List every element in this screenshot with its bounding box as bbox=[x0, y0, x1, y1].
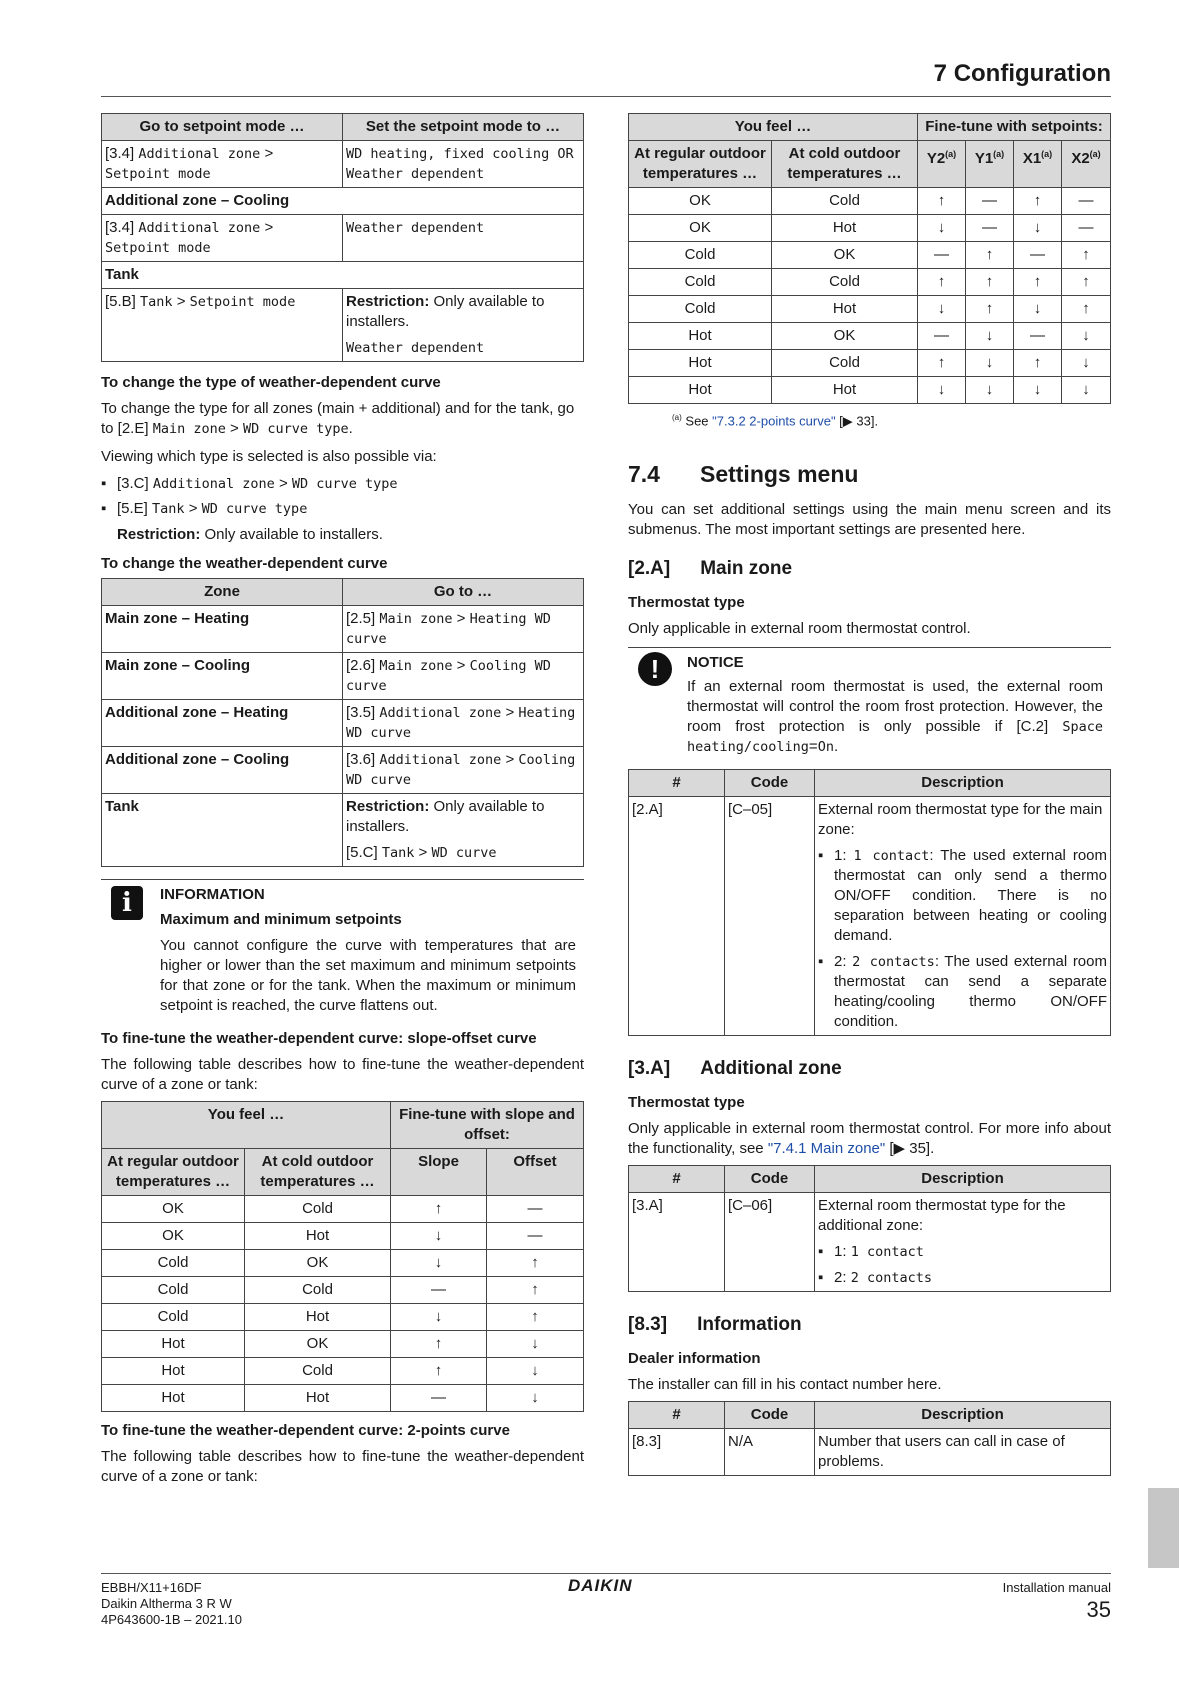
table-cell: — bbox=[966, 188, 1014, 215]
paragraph: To change the type for all zones (main + additional) and for the tank, go to [2.E] Main zone > WD curve type. bbox=[101, 400, 575, 437]
table-cell: Cold bbox=[629, 269, 772, 296]
table-cell: ↑ bbox=[966, 242, 1014, 269]
table-cell: ↓ bbox=[966, 350, 1014, 377]
table-cell: ↓ bbox=[918, 215, 966, 242]
col-header: Code bbox=[725, 1166, 815, 1193]
table-cell: Cold bbox=[772, 350, 918, 377]
exclamation-icon: ! bbox=[638, 652, 672, 686]
table-cell: Restriction: Only available to installers. Weather dependent bbox=[343, 289, 584, 362]
footnote: $^{(a)}$ See "7.3.2 2-points curve" [▶ 33]. bbox=[672, 413, 879, 429]
col-header: # bbox=[629, 770, 725, 797]
table-cell: ↑ bbox=[966, 296, 1014, 323]
table-cell: ↑ bbox=[918, 269, 966, 296]
table-cell: ↓ bbox=[918, 296, 966, 323]
table-cell: — bbox=[391, 1385, 487, 1412]
col-header: Code bbox=[725, 770, 815, 797]
col-header: Set the setpoint mode to … bbox=[343, 114, 584, 141]
restriction-note: Restriction: Only available to installers. bbox=[117, 526, 383, 543]
table-cell: OK bbox=[772, 323, 918, 350]
table-cell: Hot bbox=[245, 1304, 391, 1331]
table-cell: OK bbox=[629, 215, 772, 242]
section-heading: To fine-tune the weather-dependent curve: slope-offset curve bbox=[101, 1030, 537, 1047]
information-table bbox=[628, 1401, 1111, 1476]
table-cell: ↑ bbox=[487, 1277, 584, 1304]
chapter-title: 7 Configuration bbox=[933, 60, 1111, 87]
table-cell: ↑ bbox=[1014, 188, 1062, 215]
table-cell: Hot bbox=[102, 1358, 245, 1385]
header-rule bbox=[101, 96, 1111, 97]
table-row bbox=[629, 323, 1111, 350]
table-row bbox=[102, 1385, 584, 1412]
col-header: Y1$^{(a)}$ bbox=[966, 141, 1014, 188]
section-heading: To change the type of weather-dependent curve bbox=[101, 374, 441, 391]
table-cell: ↑ bbox=[487, 1250, 584, 1277]
col-header: Slope bbox=[391, 1149, 487, 1196]
subheading: Dealer information bbox=[628, 1350, 761, 1368]
table-cell: Hot bbox=[102, 1385, 245, 1412]
table-cell: — bbox=[487, 1223, 584, 1250]
table-cell: Hot bbox=[772, 296, 918, 323]
col-header: Description bbox=[815, 1166, 1111, 1193]
table-row bbox=[102, 1304, 584, 1331]
slope-offset-table bbox=[101, 1101, 584, 1412]
col-header: Y2$^{(a)}$ bbox=[918, 141, 966, 188]
table-cell: Hot bbox=[629, 323, 772, 350]
table-cell: ↑ bbox=[1014, 269, 1062, 296]
table-cell: — bbox=[918, 242, 966, 269]
daikin-logo: DAIKIN bbox=[568, 1576, 633, 1595]
info-icon: i bbox=[111, 886, 143, 920]
table-row bbox=[102, 1277, 584, 1304]
table-cell: Hot bbox=[772, 377, 918, 404]
paragraph: Only applicable in external room thermostat control. For more info about the functionality, see "7.4.1 Main zone" [▶ 35]. bbox=[628, 1120, 1111, 1158]
table-cell: OK bbox=[629, 188, 772, 215]
table-row: Additional zone – Heating [3.5] Additional zone > Heating WD curve bbox=[102, 700, 584, 747]
table-row: Main zone – Heating [2.5] Main zone > Heating WD curve bbox=[102, 606, 584, 653]
table-cell: ↑ bbox=[1062, 296, 1111, 323]
table-row: Main zone – Cooling [2.6] Main zone > Cooling WD curve bbox=[102, 653, 584, 700]
col-header: At regular outdoor temperatures … bbox=[102, 1149, 245, 1196]
table-cell: ↓ bbox=[966, 377, 1014, 404]
table-row: [2.A] [C–05] External room thermostat type for the main zone: ▪ 1: 1 contact: The used external room thermostat can only send a thermo ON/OFF condition. There is no separation between heating or cooling demand. ▪ 2: 2 contacts: The used external room thermostat can send a separate heating/cooling thermo ON/OFF condition. bbox=[629, 797, 1111, 1036]
table-cell: ↓ bbox=[1062, 350, 1111, 377]
info-text: You cannot configure the curve with temperatures that are higher or lower than the set maximum and minimum setpoints for that zone or for the tank. When the maximum or minimum setpoint is reached, the curve flattens out. bbox=[160, 937, 576, 1014]
table-cell: ↓ bbox=[487, 1331, 584, 1358]
col-header: At cold outdoor temperatures … bbox=[245, 1149, 391, 1196]
table-cell: OK bbox=[102, 1223, 245, 1250]
section-7-4-1-title: [2.A] Main zone bbox=[628, 558, 793, 580]
table-row bbox=[102, 1223, 584, 1250]
main-zone-table bbox=[628, 769, 1111, 1036]
table-cell: [3.4] Additional zone > Setpoint mode bbox=[102, 141, 343, 188]
table-row bbox=[629, 350, 1111, 377]
table-row: Additional zone – Cooling [3.6] Additional zone > Cooling WD curve bbox=[102, 747, 584, 794]
subheading: Thermostat type bbox=[628, 594, 745, 612]
section-heading: To change the weather-dependent curve bbox=[101, 555, 388, 572]
table-cell: — bbox=[966, 215, 1014, 242]
paragraph: The following table describes how to fine-tune the weather-dependent curve of a zone or tank: bbox=[101, 1056, 584, 1093]
table-cell: ↓ bbox=[391, 1223, 487, 1250]
table-cell: Hot bbox=[772, 215, 918, 242]
table-row: [8.3] N/A Number that users can call in case of problems. bbox=[629, 1429, 1111, 1476]
notice-text: If an external room thermostat is used, the external room thermostat will control the room frost protection. However, the room frost protection is only possible if [C.2] Space heating/cooling=On. bbox=[687, 678, 1103, 756]
main-zone-link[interactable]: "7.4.1 Main zone" bbox=[767, 1140, 886, 1158]
col-header: Fine-tune with slope and offset: bbox=[391, 1102, 584, 1149]
col-header: X2$^{(a)}$ bbox=[1062, 141, 1111, 188]
col-header: You feel … bbox=[102, 1102, 391, 1149]
col-header: Zone bbox=[102, 579, 343, 606]
col-header: Code bbox=[725, 1402, 815, 1429]
table-cell: — bbox=[1062, 215, 1111, 242]
table-cell: — bbox=[1014, 242, 1062, 269]
footer-rule bbox=[101, 1573, 1111, 1574]
table-cell: Cold bbox=[102, 1250, 245, 1277]
col-header: Description bbox=[815, 1402, 1111, 1429]
col-header: Go to setpoint mode … bbox=[102, 114, 343, 141]
table-row bbox=[629, 242, 1111, 269]
table-row bbox=[629, 188, 1111, 215]
table-cell: ↑ bbox=[391, 1196, 487, 1223]
table-cell: ↓ bbox=[391, 1250, 487, 1277]
table-cell: — bbox=[1062, 188, 1111, 215]
table-cell: Cold bbox=[629, 296, 772, 323]
table-cell: Cold bbox=[629, 242, 772, 269]
table-cell: [5.B] Tank > Setpoint mode bbox=[102, 289, 343, 362]
notice-box bbox=[628, 647, 1111, 761]
col-header: You feel … bbox=[629, 114, 918, 141]
paragraph: You can set additional settings using the main menu screen and its submenus. The most important settings are presented here. bbox=[628, 501, 1111, 539]
table-cell: Hot bbox=[102, 1331, 245, 1358]
col-header: Description bbox=[815, 770, 1111, 797]
table-row bbox=[102, 1250, 584, 1277]
group-row: Additional zone – Cooling bbox=[102, 188, 584, 215]
table-cell: ↑ bbox=[487, 1304, 584, 1331]
table-row bbox=[102, 1358, 584, 1385]
table-cell: Cold bbox=[102, 1304, 245, 1331]
notice-label: NOTICE bbox=[687, 654, 744, 672]
col-header: # bbox=[629, 1166, 725, 1193]
table-cell: ↑ bbox=[1014, 350, 1062, 377]
section-heading: To fine-tune the weather-dependent curve: 2-points curve bbox=[101, 1422, 510, 1439]
col-header: X1$^{(a)}$ bbox=[1014, 141, 1062, 188]
section-7-4-2-title: [3.A] Additional zone bbox=[628, 1058, 842, 1080]
paragraph: Only applicable in external room thermostat control. bbox=[628, 620, 971, 638]
table-cell: Weather dependent bbox=[343, 215, 584, 262]
table-cell: ↓ bbox=[1014, 215, 1062, 242]
table-cell: OK bbox=[102, 1196, 245, 1223]
table-cell: ↓ bbox=[1062, 377, 1111, 404]
table-cell: OK bbox=[772, 242, 918, 269]
right-column bbox=[628, 113, 1111, 1476]
two-points-table bbox=[628, 113, 1111, 404]
table-cell: ↓ bbox=[918, 377, 966, 404]
table-cell: ↑ bbox=[966, 269, 1014, 296]
table-row bbox=[629, 269, 1111, 296]
table-cell: Cold bbox=[772, 188, 918, 215]
page-edge-tab bbox=[1148, 1488, 1179, 1568]
table-cell: Cold bbox=[245, 1277, 391, 1304]
list-item: ▪ [5.E] Tank > WD curve type bbox=[101, 500, 308, 517]
table-row bbox=[629, 377, 1111, 404]
table-cell: [3.4] Additional zone > Setpoint mode bbox=[102, 215, 343, 262]
table-cell: — bbox=[391, 1277, 487, 1304]
table-row: Tank Restriction: Only available to installers. [5.C] Tank > WD curve bbox=[102, 794, 584, 867]
paragraph: The following table describes how to fine-tune the weather-dependent curve of a zone or tank: bbox=[101, 1448, 584, 1485]
section-7-4-3-title: [8.3] Information bbox=[628, 1314, 802, 1336]
footer-left: EBBH/X11+16DF Daikin Altherma 3 R W 4P643600-1B – 2021.10 bbox=[101, 1580, 242, 1627]
table-cell: Cold bbox=[102, 1277, 245, 1304]
information-box bbox=[101, 879, 584, 1020]
wd-curve-table bbox=[101, 578, 584, 867]
col-header: Go to … bbox=[343, 579, 584, 606]
table-row bbox=[102, 1196, 584, 1223]
group-row: Tank bbox=[102, 262, 584, 289]
table-cell: Cold bbox=[245, 1196, 391, 1223]
table-cell: ↓ bbox=[391, 1304, 487, 1331]
col-header: At cold outdoor temperatures … bbox=[772, 141, 918, 188]
col-header: # bbox=[629, 1402, 725, 1429]
additional-zone-table bbox=[628, 1165, 1111, 1292]
table-row bbox=[629, 296, 1111, 323]
info-label: INFORMATION bbox=[160, 886, 265, 903]
table-cell: WD heating, fixed cooling OR Weather dependent bbox=[343, 141, 584, 188]
paragraph: The installer can fill in his contact number here. bbox=[628, 1376, 942, 1394]
section-7-4-title: 7.4 Settings menu bbox=[628, 461, 859, 488]
table-cell: — bbox=[1014, 323, 1062, 350]
info-subheading: Maximum and minimum setpoints bbox=[160, 911, 402, 928]
setpoint-mode-table bbox=[101, 113, 584, 362]
table-cell: Hot bbox=[629, 350, 772, 377]
table-cell: Cold bbox=[772, 269, 918, 296]
table-cell: Cold bbox=[245, 1358, 391, 1385]
page-number: 35 bbox=[1086, 1597, 1111, 1622]
table-cell: — bbox=[918, 323, 966, 350]
table-cell: ↑ bbox=[1062, 242, 1111, 269]
table-row bbox=[629, 215, 1111, 242]
table-cell: Hot bbox=[245, 1223, 391, 1250]
table-cell: OK bbox=[245, 1331, 391, 1358]
table-cell: Hot bbox=[629, 377, 772, 404]
footer-right: Installation manual 35 bbox=[1002, 1580, 1111, 1622]
table-cell: ↓ bbox=[1062, 323, 1111, 350]
table-cell: ↓ bbox=[487, 1385, 584, 1412]
table-row: [3.A] [C–06] External room thermostat type for the additional zone: ▪ 1: 1 contact ▪ 2: 2 contacts bbox=[629, 1193, 1111, 1292]
table-cell: ↑ bbox=[918, 350, 966, 377]
table-cell: ↑ bbox=[1062, 269, 1111, 296]
col-header: Offset bbox=[487, 1149, 584, 1196]
table-cell: ↑ bbox=[391, 1358, 487, 1385]
list-item: ▪ [3.C] Additional zone > WD curve type bbox=[101, 475, 398, 492]
table-cell: ↓ bbox=[966, 323, 1014, 350]
table-cell: ↓ bbox=[1014, 377, 1062, 404]
table-cell: ↑ bbox=[918, 188, 966, 215]
col-header: Fine-tune with setpoints: bbox=[918, 114, 1111, 141]
table-cell: ↓ bbox=[487, 1358, 584, 1385]
paragraph: Viewing which type is selected is also possible via: bbox=[101, 448, 437, 465]
table-cell: ↓ bbox=[1014, 296, 1062, 323]
subheading: Thermostat type bbox=[628, 1094, 745, 1112]
table-row bbox=[102, 1331, 584, 1358]
table-cell: — bbox=[487, 1196, 584, 1223]
table-cell: Hot bbox=[245, 1385, 391, 1412]
col-header: At regular outdoor temperatures … bbox=[629, 141, 772, 188]
footnote-link[interactable]: "7.3.2 2-points curve" bbox=[712, 413, 836, 429]
left-column bbox=[101, 113, 584, 1487]
table-cell: ↑ bbox=[391, 1331, 487, 1358]
table-cell: OK bbox=[245, 1250, 391, 1277]
